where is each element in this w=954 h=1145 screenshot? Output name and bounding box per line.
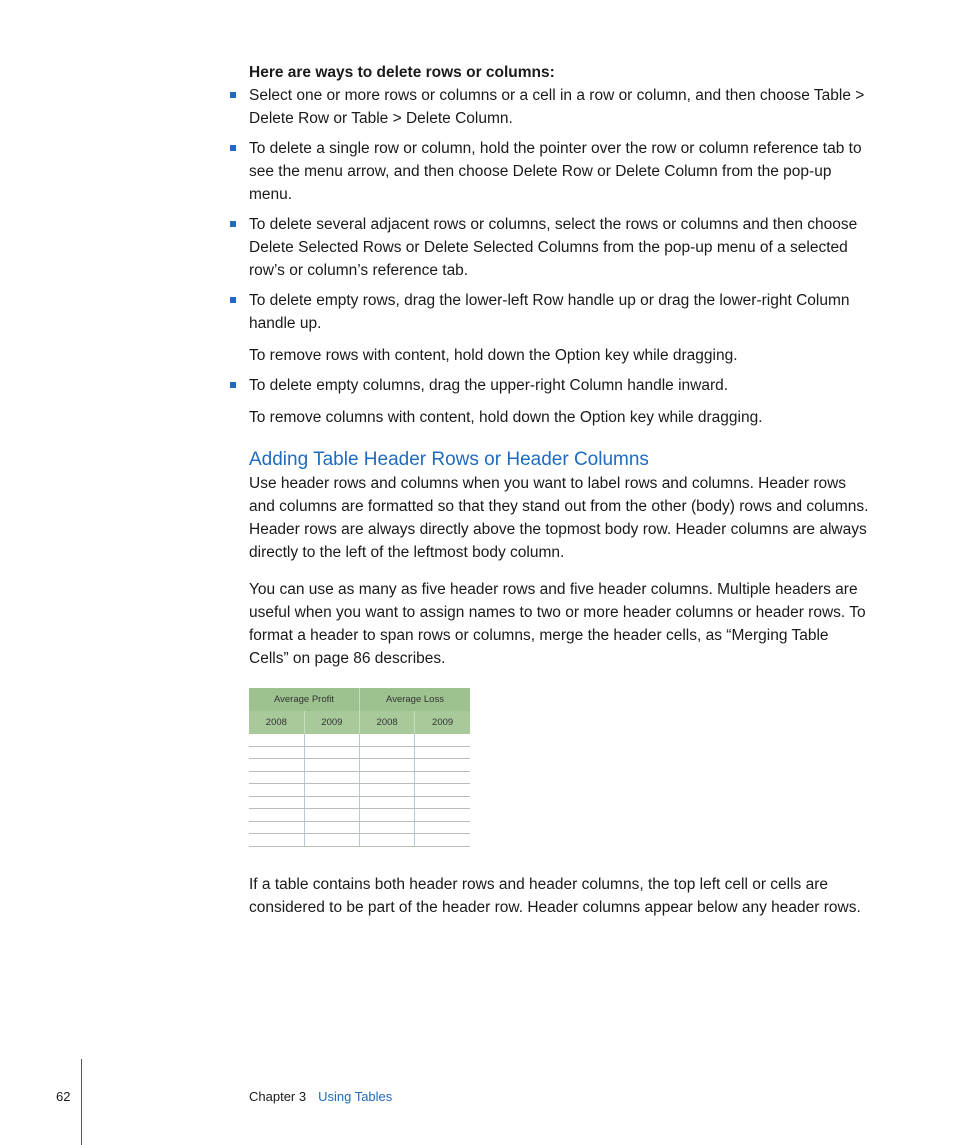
table-cell [415, 746, 470, 759]
list-item [249, 374, 871, 429]
table-cell [249, 771, 304, 784]
table-cell [304, 809, 359, 822]
table-cell [304, 771, 359, 784]
table-cell [360, 821, 415, 834]
page-content [249, 61, 871, 933]
list-item-text: To delete empty columns, drag the upper-right Column handle inward. [249, 377, 729, 394]
table-cell [249, 821, 304, 834]
table-cell [304, 759, 359, 772]
table-cell [415, 796, 470, 809]
table-row [249, 784, 470, 797]
table-cell [249, 734, 304, 746]
table-cell [304, 796, 359, 809]
section-paragraph: You can use as many as five header rows and five header columns. Multiple headers are useful when you want to assign names to two or more header columns or header rows. To format a header to span rows or columns, merge the header cells, as “Merging Table Cells” on page 86 describes. [249, 581, 866, 667]
table-cell [360, 796, 415, 809]
section-paragraph: If a table contains both header rows and header columns, the top left cell or cells are considered to be part of the header row. Header columns appear below any header rows. [249, 875, 861, 916]
table-row [249, 746, 470, 759]
table-cell [304, 784, 359, 797]
intro-heading: Here are ways to delete rows or columns: [249, 64, 555, 81]
table-cell [360, 771, 415, 784]
table-cell [304, 821, 359, 834]
year-header: 2008 [249, 711, 304, 734]
bullet-icon [230, 145, 236, 151]
year-header: 2008 [360, 711, 415, 734]
table-cell [415, 784, 470, 797]
table-cell [249, 796, 304, 809]
table-cell [249, 759, 304, 772]
table-cell [360, 746, 415, 759]
table-row [249, 809, 470, 822]
sample-table [249, 688, 470, 847]
table-cell [249, 809, 304, 822]
list-item-text: Select one or more rows or columns or a cell in a row or column, and then choose Table > Delete Row or Table > Delete Column. [249, 87, 865, 127]
group-header: Average Profit [249, 688, 360, 711]
header-table-figure [249, 688, 470, 847]
delete-methods-list [249, 84, 871, 429]
table-cell [415, 834, 470, 847]
chapter-label: Chapter 3 [249, 1089, 307, 1104]
year-header: 2009 [415, 711, 470, 734]
table-cell [249, 746, 304, 759]
table-cell [360, 809, 415, 822]
group-header: Average Loss [360, 688, 471, 711]
list-item-note: To remove rows with content, hold down the Option key while dragging. [249, 347, 738, 364]
bullet-icon [230, 382, 236, 388]
footer-divider [81, 1059, 82, 1145]
list-item-text: To delete a single row or column, hold the pointer over the row or column reference tab to see the menu arrow, and then choose Delete Row or Delete Column from the pop-up menu. [249, 140, 862, 203]
table-cell [360, 759, 415, 772]
year-header: 2009 [304, 711, 359, 734]
table-cell [415, 809, 470, 822]
bullet-icon [230, 297, 236, 303]
list-item-text: To delete empty rows, drag the lower-left Row handle up or drag the lower-right Column handle up. [249, 292, 850, 332]
table-cell [415, 821, 470, 834]
table-cell [360, 734, 415, 746]
table-cell [415, 734, 470, 746]
list-item [249, 84, 871, 130]
list-item [249, 289, 871, 367]
list-item [249, 137, 871, 206]
footer-chapter [249, 1088, 392, 1106]
table-row [249, 771, 470, 784]
table-cell [415, 771, 470, 784]
section-heading: Adding Table Header Rows or Header Columns [249, 449, 649, 470]
table-cell [360, 784, 415, 797]
section-paragraph: Use header rows and columns when you want to label rows and columns. Header rows and columns are formatted so that they stand out from the other (body) rows and columns. Header rows are always directly above the topmost body row. Header columns are always directly to the left of the leftmost body column. [249, 475, 869, 561]
bullet-icon [230, 92, 236, 98]
table-body [249, 734, 470, 846]
list-item-note: To remove columns with content, hold down the Option key while dragging. [249, 409, 763, 426]
table-cell [304, 734, 359, 746]
table-cell [360, 834, 415, 847]
table-row [249, 821, 470, 834]
table-row [249, 834, 470, 847]
list-item [249, 213, 871, 282]
table-row [249, 796, 470, 809]
table-cell [304, 834, 359, 847]
table-cell [249, 834, 304, 847]
bullet-icon [230, 221, 236, 227]
chapter-title-link[interactable]: Using Tables [318, 1089, 393, 1104]
page-number: 62 [56, 1089, 71, 1104]
table-cell [415, 759, 470, 772]
table-cell [249, 784, 304, 797]
table-row [249, 734, 470, 746]
table-cell [304, 746, 359, 759]
list-item-text: To delete several adjacent rows or columns, select the rows or columns and then choose Delete Selected Rows or Delete Selected Columns from the pop-up menu of a selected row’s or column’s reference tab. [249, 216, 858, 279]
table-row [249, 759, 470, 772]
